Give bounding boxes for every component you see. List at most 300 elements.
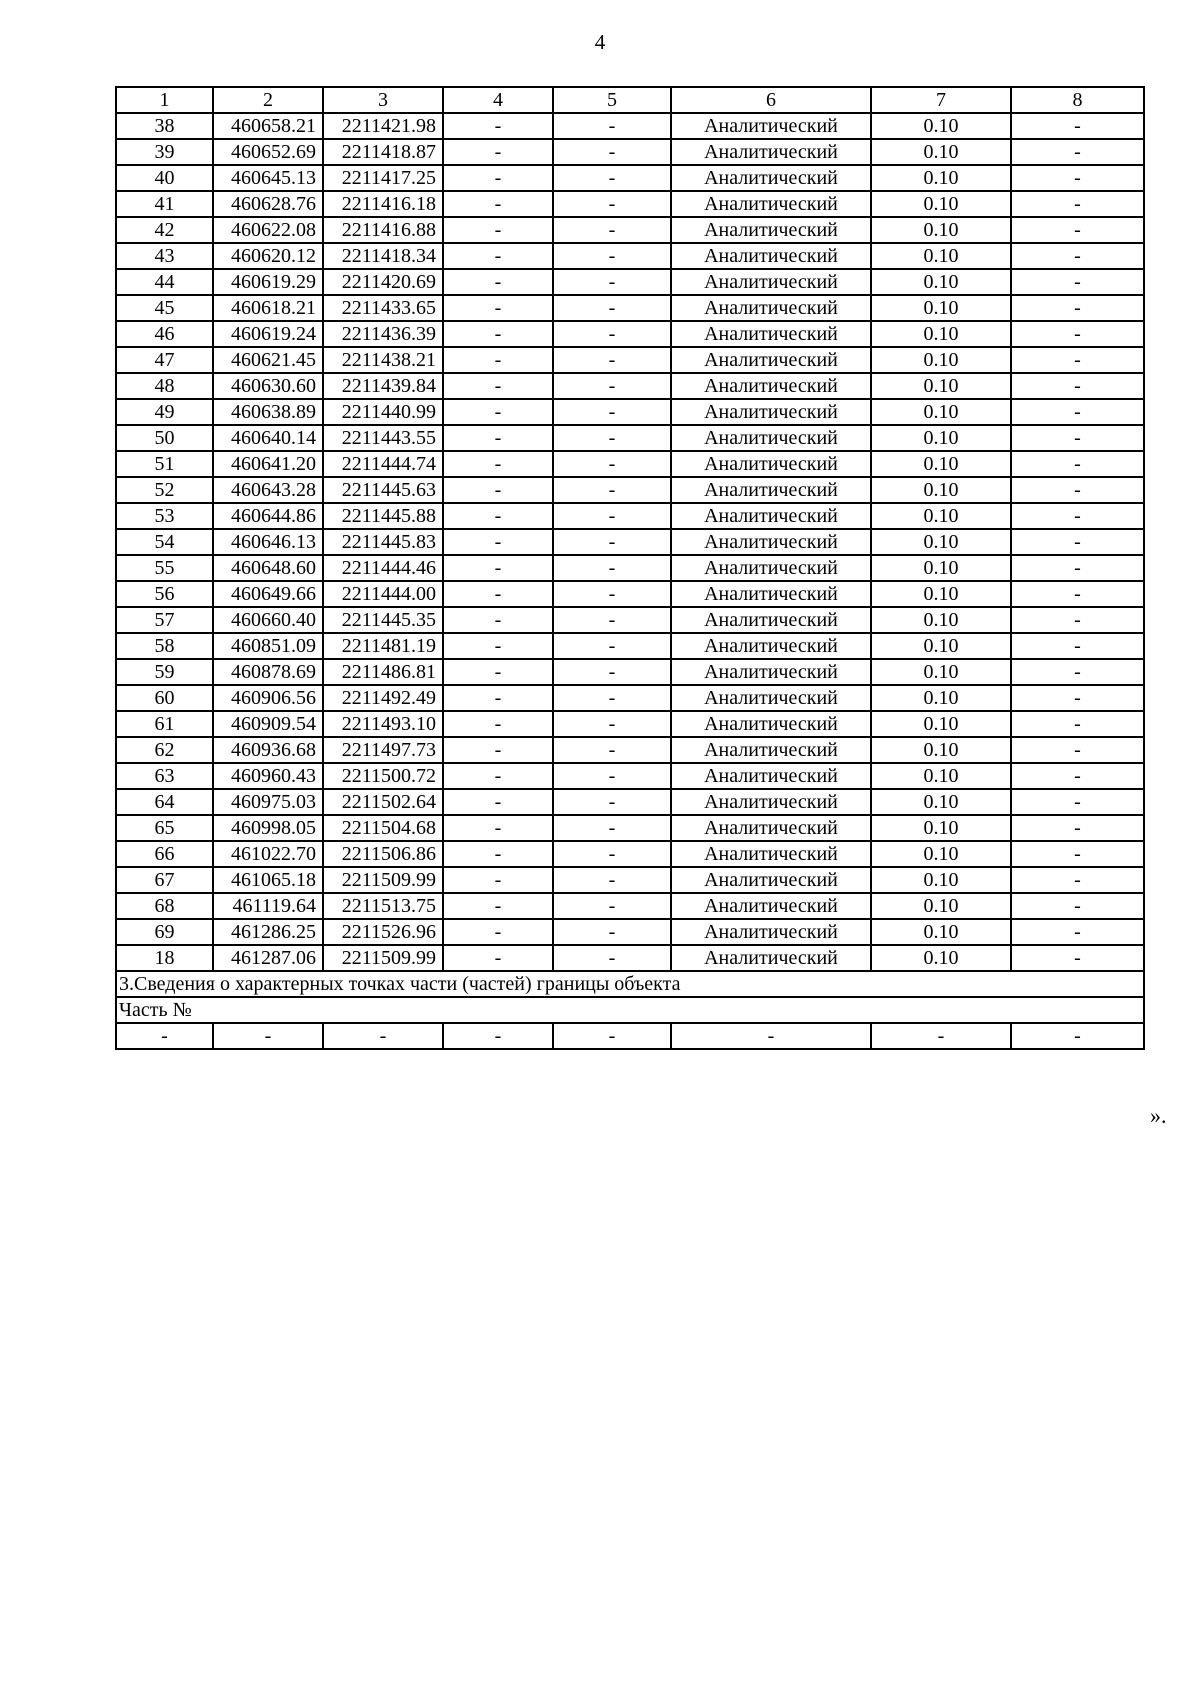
table-cell: 460630.60 (213, 373, 323, 399)
table-cell: 0.10 (871, 919, 1011, 945)
table-cell: 0.10 (871, 243, 1011, 269)
table-cell: Аналитический (671, 269, 871, 295)
table-cell: 0.10 (871, 945, 1011, 971)
table-row (116, 529, 1144, 555)
table-cell: Аналитический (671, 711, 871, 737)
table-cell: - (553, 243, 671, 269)
table-cell: 0.10 (871, 633, 1011, 659)
table-cell: 460641.20 (213, 451, 323, 477)
table-cell: - (443, 399, 553, 425)
table-cell: 65 (116, 815, 213, 841)
table-cell: 460622.08 (213, 217, 323, 243)
table-cell: 61 (116, 711, 213, 737)
table-cell: 2211493.10 (323, 711, 443, 737)
column-header: 8 (1011, 87, 1144, 113)
table-cell: - (671, 1023, 871, 1049)
table-cell: - (443, 555, 553, 581)
column-header: 2 (213, 87, 323, 113)
table-cell: 460620.12 (213, 243, 323, 269)
table-cell: 460909.54 (213, 711, 323, 737)
table-cell: 2211502.64 (323, 789, 443, 815)
table-cell: - (443, 347, 553, 373)
table-cell: - (443, 737, 553, 763)
table-row (116, 633, 1144, 659)
table-cell: - (443, 503, 553, 529)
table-cell: - (1011, 295, 1144, 321)
table-cell: - (553, 217, 671, 243)
table-cell: 460936.68 (213, 737, 323, 763)
table-cell: Аналитический (671, 113, 871, 139)
table-cell: - (443, 841, 553, 867)
table-cell: 460658.21 (213, 113, 323, 139)
column-header: 6 (671, 87, 871, 113)
table-cell: 2211438.21 (323, 347, 443, 373)
table-cell: 51 (116, 451, 213, 477)
table-cell: - (553, 945, 671, 971)
table-cell: - (553, 763, 671, 789)
table-cell: 42 (116, 217, 213, 243)
table-cell: 2211433.65 (323, 295, 443, 321)
table-cell: 0.10 (871, 711, 1011, 737)
table-cell: - (553, 269, 671, 295)
table-cell: - (553, 607, 671, 633)
table-cell: 0.10 (871, 685, 1011, 711)
table-cell: 59 (116, 659, 213, 685)
table-row (116, 165, 1144, 191)
table-cell: 2211444.74 (323, 451, 443, 477)
table-cell: 2211420.69 (323, 269, 443, 295)
section-title: 3.Сведения о характерных точках части (частей) границы объекта (116, 971, 1144, 997)
table-cell: - (443, 919, 553, 945)
table-cell: 0.10 (871, 113, 1011, 139)
table-cell: - (1011, 451, 1144, 477)
table-cell: 2211504.68 (323, 815, 443, 841)
column-header: 1 (116, 87, 213, 113)
table-cell: 461022.70 (213, 841, 323, 867)
table-cell: - (553, 789, 671, 815)
table-cell: 2211421.98 (323, 113, 443, 139)
table-cell: - (553, 113, 671, 139)
table-cell: 40 (116, 165, 213, 191)
table-cell: - (1011, 711, 1144, 737)
table-cell: 18 (116, 945, 213, 971)
table-cell: 460640.14 (213, 425, 323, 451)
table-cell: - (553, 737, 671, 763)
table-cell: 460646.13 (213, 529, 323, 555)
table-cell: Аналитический (671, 555, 871, 581)
table-cell: Аналитический (671, 139, 871, 165)
table-cell: 460878.69 (213, 659, 323, 685)
table-cell: - (443, 529, 553, 555)
table-cell: Аналитический (671, 789, 871, 815)
table-cell: Аналитический (671, 737, 871, 763)
table-cell: 460851.09 (213, 633, 323, 659)
table-cell: 0.10 (871, 295, 1011, 321)
table-cell: - (553, 373, 671, 399)
table-cell: 2211418.87 (323, 139, 443, 165)
table-cell: - (1011, 633, 1144, 659)
table-cell: - (1011, 321, 1144, 347)
table-cell: Аналитический (671, 165, 871, 191)
table-cell: 0.10 (871, 451, 1011, 477)
table-row (116, 945, 1144, 971)
table-row (116, 269, 1144, 295)
table-cell: - (1011, 191, 1144, 217)
table-cell: - (553, 633, 671, 659)
table-cell: 64 (116, 789, 213, 815)
table-cell: - (443, 165, 553, 191)
table-row (116, 711, 1144, 737)
table-cell: - (1011, 477, 1144, 503)
table-cell: Аналитический (671, 867, 871, 893)
table-cell: - (1011, 529, 1144, 555)
table-cell: 0.10 (871, 191, 1011, 217)
table-cell: - (1011, 685, 1144, 711)
table-row (116, 373, 1144, 399)
table-cell: 461119.64 (213, 893, 323, 919)
table-header-row (116, 87, 1144, 113)
table-cell: - (443, 867, 553, 893)
table-cell: 44 (116, 269, 213, 295)
table-row (116, 347, 1144, 373)
table-cell: - (553, 711, 671, 737)
table-cell: Аналитический (671, 893, 871, 919)
table-cell: - (1011, 347, 1144, 373)
table-cell: - (443, 191, 553, 217)
table-cell: - (443, 633, 553, 659)
table-cell: 52 (116, 477, 213, 503)
table-cell: 2211440.99 (323, 399, 443, 425)
table-cell: 2211445.88 (323, 503, 443, 529)
table-cell: 2211439.84 (323, 373, 443, 399)
table-cell: Аналитический (671, 685, 871, 711)
table-cell: 2211417.25 (323, 165, 443, 191)
table-cell: 2211492.49 (323, 685, 443, 711)
table-cell: 53 (116, 503, 213, 529)
table-row (116, 789, 1144, 815)
table-cell: - (213, 1023, 323, 1049)
table-row (116, 243, 1144, 269)
table-cell: 48 (116, 373, 213, 399)
table-row (116, 919, 1144, 945)
column-header: 7 (871, 87, 1011, 113)
table-row (116, 191, 1144, 217)
table-cell: 2211416.88 (323, 217, 443, 243)
table-cell: - (553, 841, 671, 867)
table-cell: Аналитический (671, 477, 871, 503)
table-cell: Аналитический (671, 763, 871, 789)
table-row (116, 763, 1144, 789)
table-cell: 2211497.73 (323, 737, 443, 763)
table-cell: - (443, 763, 553, 789)
table-cell: - (1011, 581, 1144, 607)
table-row (116, 503, 1144, 529)
table-cell: - (553, 685, 671, 711)
table-cell: - (553, 893, 671, 919)
table-cell: Аналитический (671, 945, 871, 971)
table-cell: - (553, 919, 671, 945)
table-cell: 0.10 (871, 529, 1011, 555)
table-cell: - (553, 815, 671, 841)
table-cell: - (443, 243, 553, 269)
table-cell: - (553, 139, 671, 165)
table-cell: 56 (116, 581, 213, 607)
table-cell: 2211443.55 (323, 425, 443, 451)
table-cell: - (116, 1023, 213, 1049)
table-cell: 0.10 (871, 893, 1011, 919)
table-row (116, 737, 1144, 763)
table-cell: Аналитический (671, 217, 871, 243)
table-row (116, 425, 1144, 451)
table-cell: - (1011, 919, 1144, 945)
table-cell: - (553, 451, 671, 477)
table-cell: 0.10 (871, 841, 1011, 867)
table-cell: - (443, 685, 553, 711)
table-cell: 2211526.96 (323, 919, 443, 945)
table-cell: 2211513.75 (323, 893, 443, 919)
table-cell: 68 (116, 893, 213, 919)
table-cell: 2211481.19 (323, 633, 443, 659)
table-cell: 0.10 (871, 503, 1011, 529)
table-cell: - (443, 607, 553, 633)
table-cell: - (1011, 945, 1144, 971)
table-cell: 46 (116, 321, 213, 347)
table-cell: - (1011, 373, 1144, 399)
table-cell: 49 (116, 399, 213, 425)
table-cell: Аналитический (671, 425, 871, 451)
table-cell: 460645.13 (213, 165, 323, 191)
table-cell: 2211416.18 (323, 191, 443, 217)
table-cell: 461287.06 (213, 945, 323, 971)
table-cell: - (443, 581, 553, 607)
table-cell: - (443, 893, 553, 919)
table-cell: - (553, 867, 671, 893)
table-row (116, 295, 1144, 321)
table-row (116, 399, 1144, 425)
table-cell: 38 (116, 113, 213, 139)
table-cell: - (1011, 139, 1144, 165)
table-cell: 460628.76 (213, 191, 323, 217)
table-cell: 0.10 (871, 789, 1011, 815)
table-cell: - (1011, 399, 1144, 425)
table-body (116, 87, 1144, 1049)
closing-quote-mark: ». (1150, 1103, 1167, 1128)
table-cell: 2211445.63 (323, 477, 443, 503)
table-cell: Аналитический (671, 191, 871, 217)
table-cell: Аналитический (671, 815, 871, 841)
table-cell: Аналитический (671, 243, 871, 269)
table-cell: 0.10 (871, 399, 1011, 425)
table-cell: 67 (116, 867, 213, 893)
table-cell: - (553, 165, 671, 191)
table-cell: - (1011, 841, 1144, 867)
table-cell: - (443, 425, 553, 451)
table-cell: 2211445.83 (323, 529, 443, 555)
table-row (116, 477, 1144, 503)
table-cell: - (443, 945, 553, 971)
part-label: Часть № (116, 997, 1144, 1023)
table-cell: 55 (116, 555, 213, 581)
table-cell: 461286.25 (213, 919, 323, 945)
table-cell: Аналитический (671, 347, 871, 373)
table-cell: - (443, 139, 553, 165)
table-row (116, 321, 1144, 347)
table-cell: 0.10 (871, 269, 1011, 295)
table-cell: 2211436.39 (323, 321, 443, 347)
table-row (116, 659, 1144, 685)
column-header: 4 (443, 87, 553, 113)
table-cell: 66 (116, 841, 213, 867)
table-cell: Аналитический (671, 841, 871, 867)
table-cell: 460998.05 (213, 815, 323, 841)
table-cell: 0.10 (871, 217, 1011, 243)
table-cell: 54 (116, 529, 213, 555)
table-cell: 2211445.35 (323, 607, 443, 633)
table-cell: - (1011, 893, 1144, 919)
table-row (116, 555, 1144, 581)
table-cell: - (1011, 269, 1144, 295)
table-cell: - (443, 711, 553, 737)
table-cell: - (323, 1023, 443, 1049)
section-title-row (116, 971, 1144, 997)
table-cell: - (1011, 789, 1144, 815)
table-cell: - (1011, 1023, 1144, 1049)
table-cell: 0.10 (871, 737, 1011, 763)
table-cell: - (553, 425, 671, 451)
table-cell: 0.10 (871, 581, 1011, 607)
table-cell: 2211500.72 (323, 763, 443, 789)
table-cell: 460644.86 (213, 503, 323, 529)
table-cell: 460619.29 (213, 269, 323, 295)
table-cell: Аналитический (671, 373, 871, 399)
table-cell: 460621.45 (213, 347, 323, 373)
table-cell: 0.10 (871, 815, 1011, 841)
table-cell: 0.10 (871, 373, 1011, 399)
table-cell: 0.10 (871, 321, 1011, 347)
table-cell: 0.10 (871, 607, 1011, 633)
table-cell: - (443, 1023, 553, 1049)
table-cell: 0.10 (871, 347, 1011, 373)
table-cell: - (871, 1023, 1011, 1049)
table-cell: - (1011, 867, 1144, 893)
table-cell: 461065.18 (213, 867, 323, 893)
table-cell: 0.10 (871, 763, 1011, 789)
table-cell: Аналитический (671, 529, 871, 555)
table-row (116, 815, 1144, 841)
table-cell: - (553, 659, 671, 685)
table-cell: 2211506.86 (323, 841, 443, 867)
table-row (116, 451, 1144, 477)
part-label-row (116, 997, 1144, 1023)
column-header: 5 (553, 87, 671, 113)
table-row (116, 139, 1144, 165)
table-cell: 460648.60 (213, 555, 323, 581)
table-cell: 0.10 (871, 477, 1011, 503)
table-cell: 43 (116, 243, 213, 269)
table-cell: - (553, 347, 671, 373)
table-cell: - (443, 477, 553, 503)
table-cell: - (443, 815, 553, 841)
table-cell: - (443, 373, 553, 399)
table-cell: 460906.56 (213, 685, 323, 711)
table-cell: - (443, 217, 553, 243)
table-cell: - (1011, 165, 1144, 191)
table-cell: 460652.69 (213, 139, 323, 165)
table-cell: 460643.28 (213, 477, 323, 503)
table-cell: 50 (116, 425, 213, 451)
table-cell: Аналитический (671, 399, 871, 425)
table-cell: 460638.89 (213, 399, 323, 425)
table-cell: 0.10 (871, 165, 1011, 191)
table-cell: 2211418.34 (323, 243, 443, 269)
table-cell: 47 (116, 347, 213, 373)
table-cell: 0.10 (871, 867, 1011, 893)
table-cell: 2211509.99 (323, 867, 443, 893)
table-cell: - (553, 321, 671, 347)
table-cell: 39 (116, 139, 213, 165)
table-cell: 460649.66 (213, 581, 323, 607)
table-cell: 2211486.81 (323, 659, 443, 685)
table-cell: 58 (116, 633, 213, 659)
table-cell: 460618.21 (213, 295, 323, 321)
table-cell: - (553, 477, 671, 503)
table-row (116, 867, 1144, 893)
table-cell: - (553, 295, 671, 321)
table-cell: 0.10 (871, 555, 1011, 581)
table-cell: Аналитический (671, 321, 871, 347)
column-header: 3 (323, 87, 443, 113)
table-cell: - (443, 321, 553, 347)
table-cell: Аналитический (671, 503, 871, 529)
table-cell: 2211509.99 (323, 945, 443, 971)
table-row (116, 217, 1144, 243)
page-number: 4 (594, 30, 606, 54)
table-cell: - (1011, 243, 1144, 269)
table-row (116, 581, 1144, 607)
table-cell: 63 (116, 763, 213, 789)
table-cell: 460975.03 (213, 789, 323, 815)
table-cell: 0.10 (871, 425, 1011, 451)
table-cell: - (553, 191, 671, 217)
table-cell: - (553, 529, 671, 555)
table-cell: - (1011, 659, 1144, 685)
table-cell: 45 (116, 295, 213, 321)
part-row (116, 1023, 1144, 1049)
table-cell: - (1011, 763, 1144, 789)
table-cell: 2211444.46 (323, 555, 443, 581)
table-row (116, 685, 1144, 711)
table-cell: - (553, 581, 671, 607)
table-cell: - (443, 789, 553, 815)
table-row (116, 893, 1144, 919)
table-cell: Аналитический (671, 633, 871, 659)
table-cell: 69 (116, 919, 213, 945)
table-cell: - (1011, 217, 1144, 243)
table-row (116, 607, 1144, 633)
table-cell: - (1011, 607, 1144, 633)
table-cell: - (1011, 425, 1144, 451)
table-cell: - (1011, 113, 1144, 139)
table-cell: - (553, 555, 671, 581)
table-cell: 460960.43 (213, 763, 323, 789)
table-cell: 57 (116, 607, 213, 633)
table-cell: - (1011, 815, 1144, 841)
table-row (116, 841, 1144, 867)
table-cell: - (443, 113, 553, 139)
table-cell: Аналитический (671, 919, 871, 945)
table-cell: 460619.24 (213, 321, 323, 347)
table-cell: 460660.40 (213, 607, 323, 633)
